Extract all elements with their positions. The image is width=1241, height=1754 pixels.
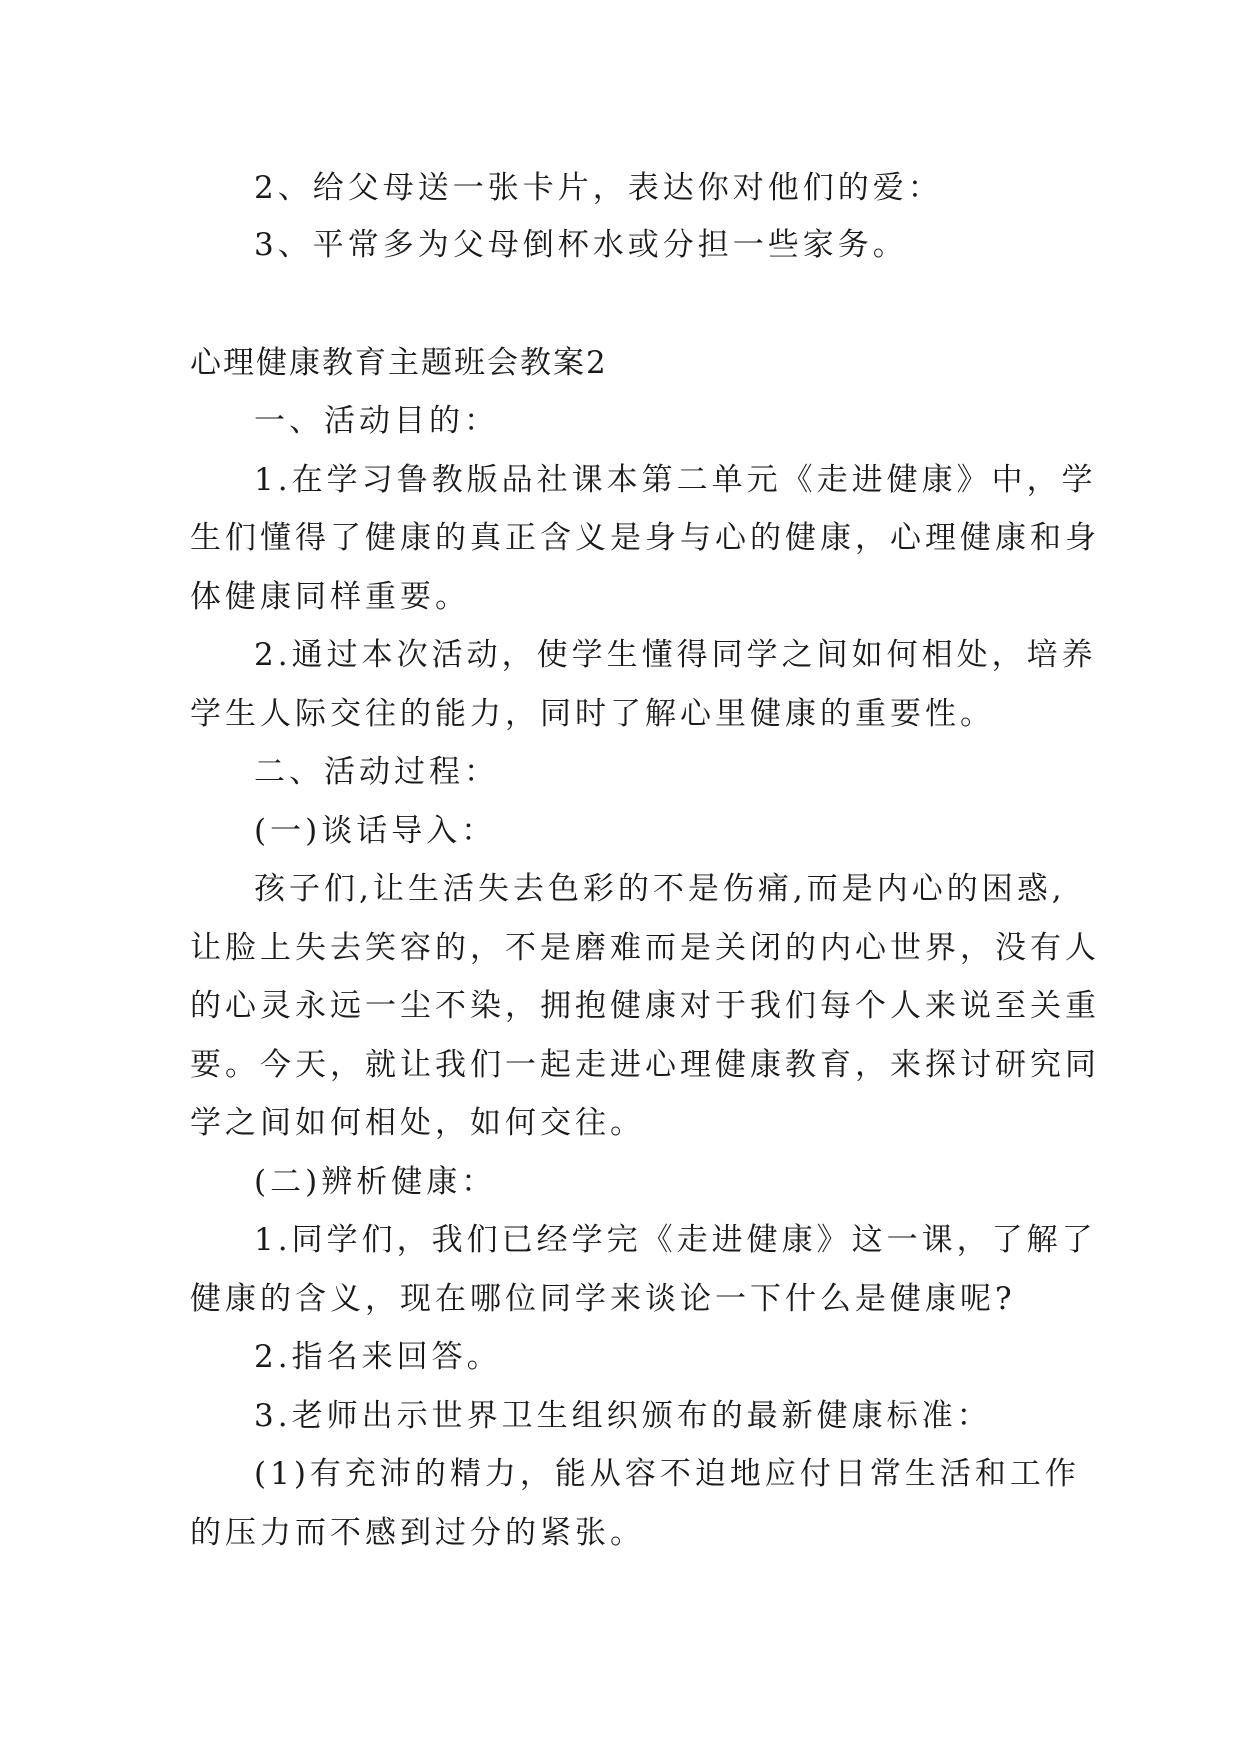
section-title: 心理健康教育主题班会教案2 (190, 345, 608, 381)
paragraph-line: 2.指名来回答。 (254, 1339, 502, 1375)
paragraph-line: 的心灵永远一尘不染，拥抱健康对于我们每个人来说至关重 (190, 988, 1100, 1024)
paragraph-line: 生们懂得了健康的真正含义是身与心的健康，心理健康和身 (190, 520, 1100, 556)
paragraph-line: 体健康同样重要。 (190, 579, 470, 615)
paragraph-line: 1.同学们，我们已经学完《走进健康》这一课，了解了 (254, 1222, 1097, 1258)
paragraph-line: 学之间如何相处，如何交往。 (190, 1105, 645, 1141)
paragraph-line: 让脸上失去笑容的，不是磨难而是关闭的内心世界，没有人 (190, 930, 1100, 966)
paragraph-line: 1.在学习鲁教版品社课本第二单元《走进健康》中，学 (254, 462, 1097, 498)
paragraph-line: 健康的含义，现在哪位同学来谈论一下什么是健康呢? (190, 1281, 1016, 1317)
subheading: (二)辨析健康： (254, 1164, 497, 1200)
paragraph-line: 的压力而不感到过分的紧张。 (190, 1515, 645, 1551)
subheading: 一、活动目的： (254, 403, 499, 439)
paragraph-line: 2.通过本次活动，使学生懂得同学之间如何相处，培养 (254, 637, 1097, 673)
paragraph-line: 学生人际交往的能力，同时了解心里健康的重要性。 (190, 696, 995, 732)
subheading: (一)谈话导入： (254, 813, 497, 849)
paragraph-line: 要。今天，就让我们一起走进心理健康教育，来探讨研究同 (190, 1047, 1100, 1083)
paragraph-line: 孩子们,让生活失去色彩的不是伤痛,而是内心的困惑, (254, 871, 1066, 907)
paragraph-line: 3.老师出示世界卫生组织颁布的最新健康标准： (254, 1398, 992, 1434)
paragraph-line: 2、给父母送一张卡片，表达你对他们的爱： (254, 170, 943, 206)
paragraph-line: (1)有充沛的精力，能从容不迫地应付日常生活和工作 (254, 1456, 1080, 1492)
paragraph-line: 3、平常多为父母倒杯水或分担一些家务。 (254, 227, 908, 263)
subheading: 二、活动过程： (254, 754, 499, 790)
